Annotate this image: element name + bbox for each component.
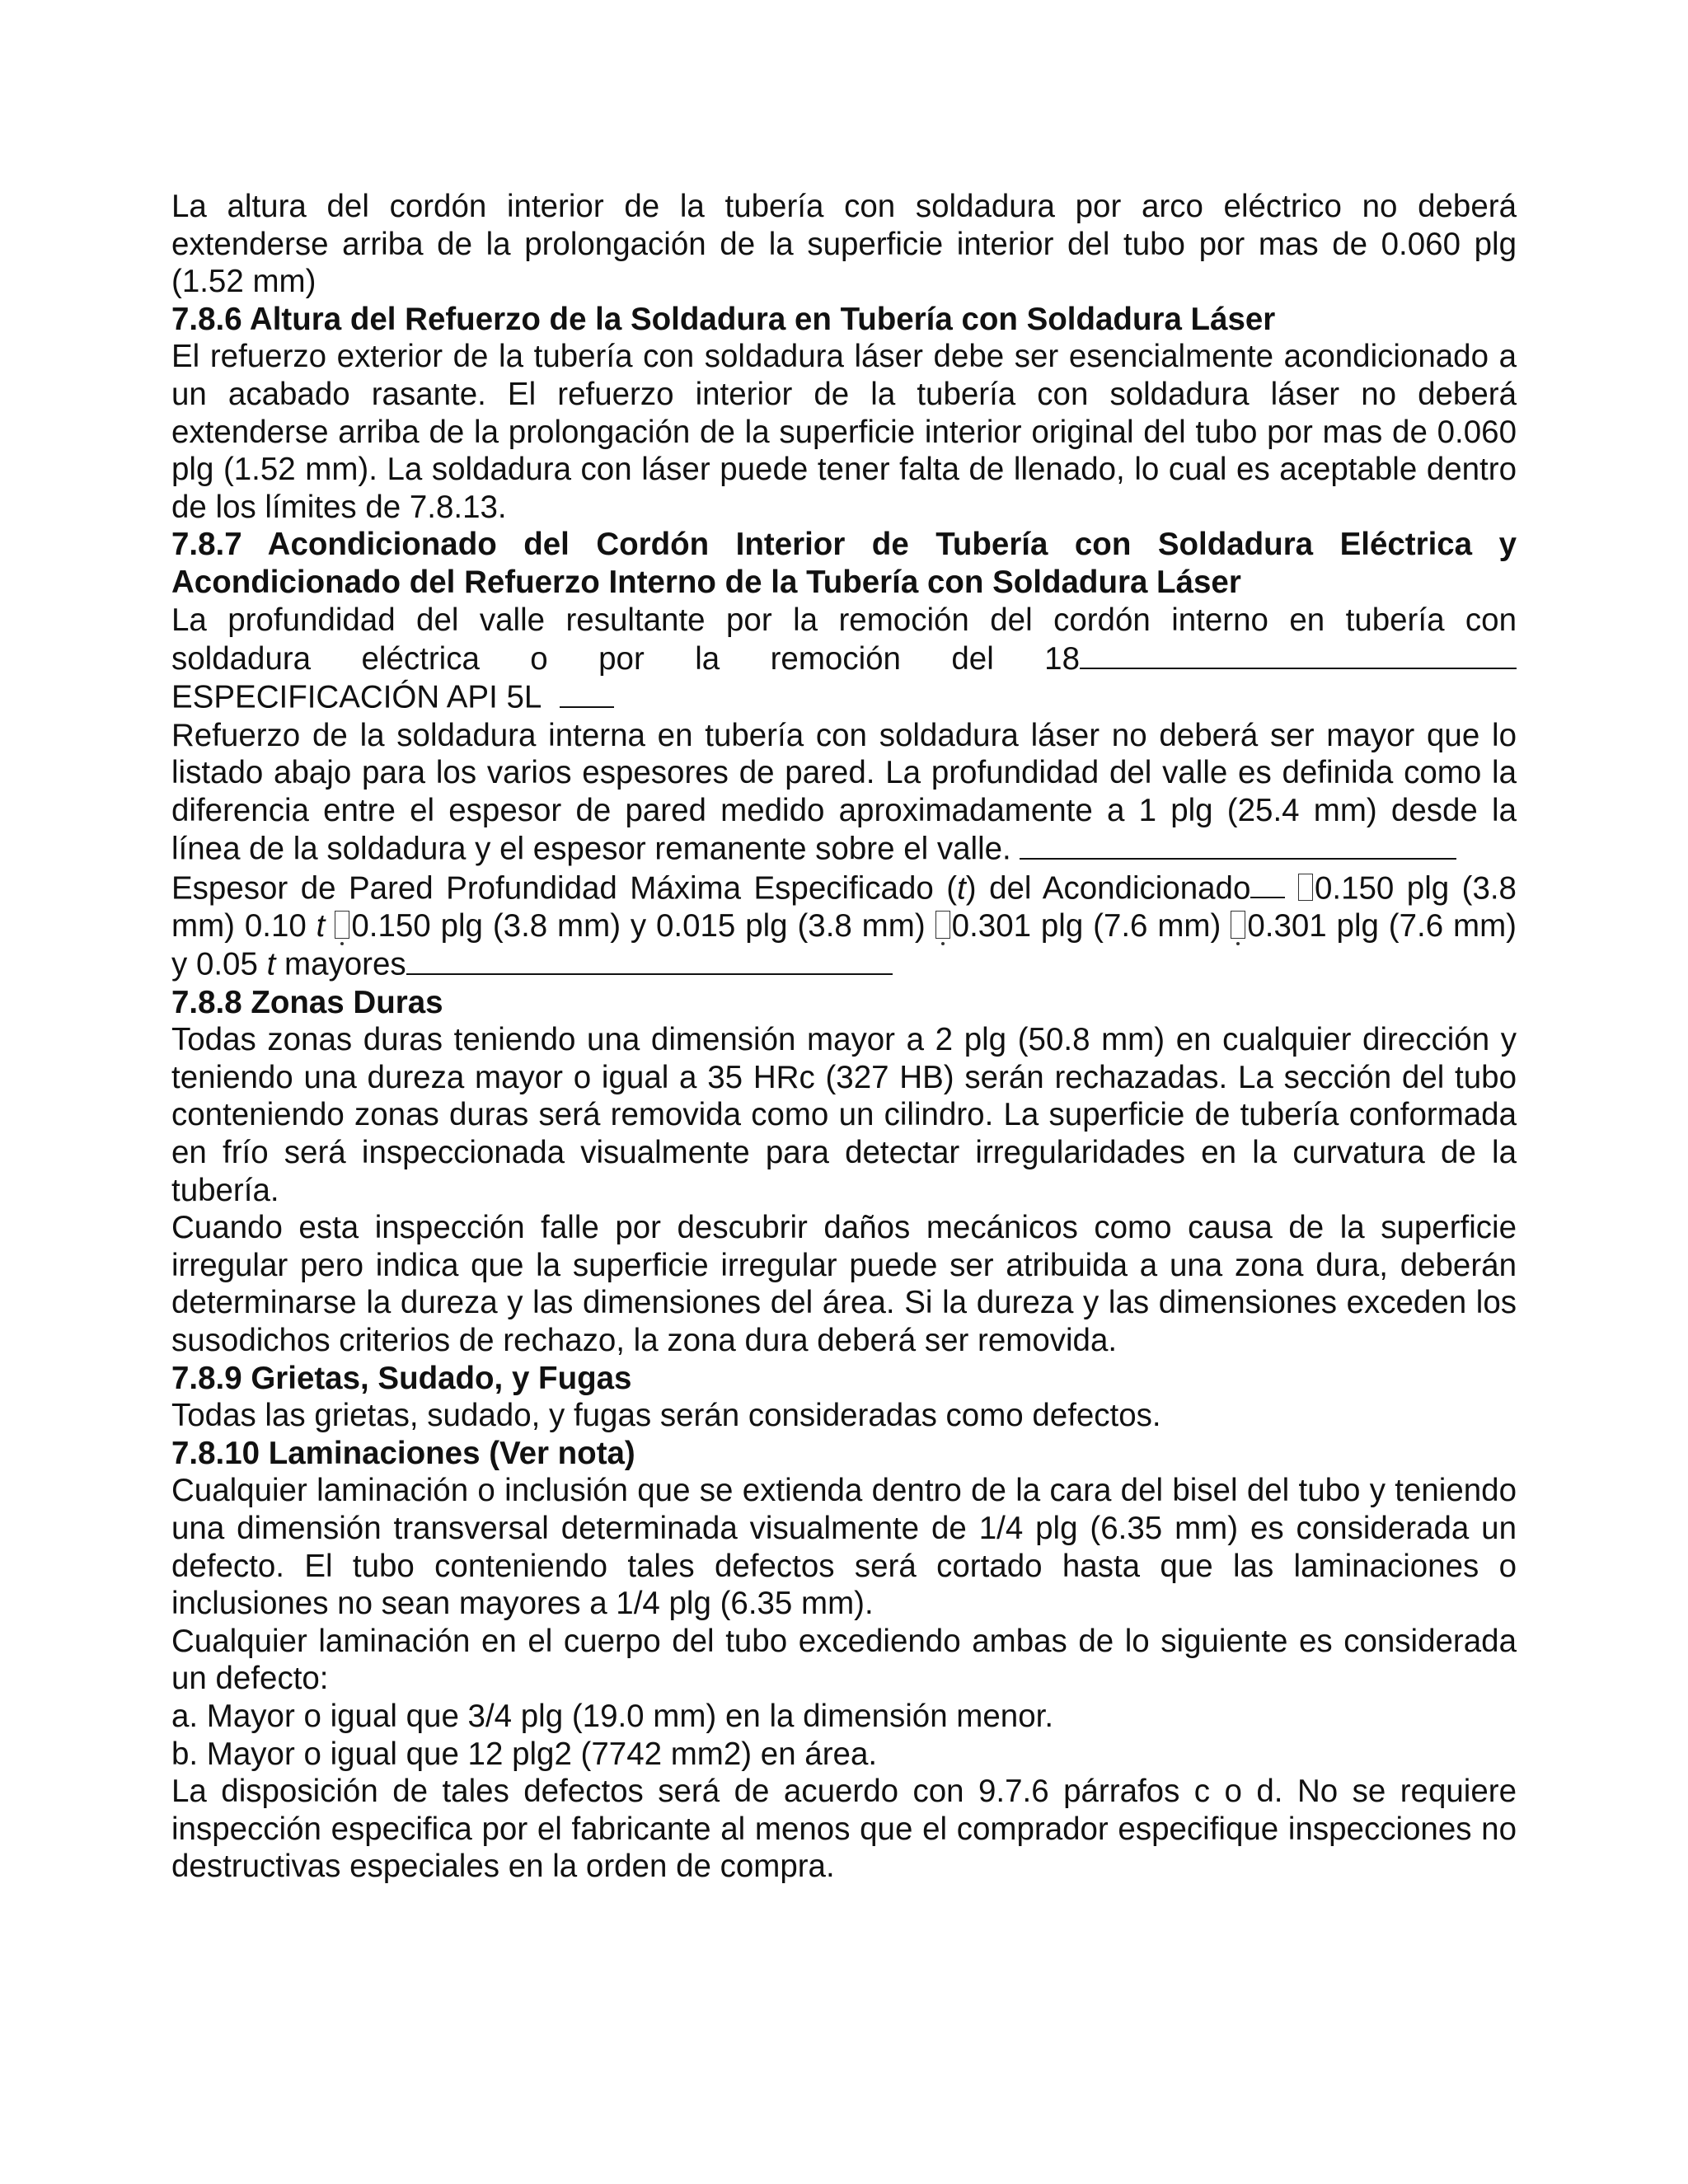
blank-line xyxy=(406,944,893,975)
paragraph-line xyxy=(171,639,1517,677)
paragraph: Todas las grietas, sudado, y fugas serán consideradas como defectos. xyxy=(171,1398,1161,1434)
paragraph: Todas zonas duras teniendo una dimensión mayor a 2 plg (50.8 mm) en cualquier dirección y teniendo una dureza mayor o igual a 35 HRc (327 HB) serán rechazadas. La sección del tubo conteniendo zonas duras será removida como un cilindro. La superficie de tubería conformada en frío será inspeccionada visualmente para detectar irregularidades en la curvatura de la tubería. xyxy=(171,1022,1517,1208)
section-heading-7-8-6: 7.8.6 Altura del Refuerzo de la Soldadura en Tubería con Soldadura Láser xyxy=(171,301,1276,337)
paragraph: Cualquier laminación en el cuerpo del tubo excediendo ambas de lo siguiente es considerada un defecto: xyxy=(171,1623,1517,1697)
missing-glyph-box xyxy=(335,911,349,939)
blank-line xyxy=(560,677,614,708)
paragraph: Cuando esta inspección falle por descubrir daños mecánicos como causa de la superficie irregular pero indica que la superficie irregular puede ser atribuida a una zona dura, deberán determinarse la dureza y las dimensiones del área. Si la dureza y las dimensiones exceden los susodichos criterios de rechazo, la zona dura deberá ser removida. xyxy=(171,1210,1517,1359)
italic-t: t xyxy=(957,870,966,907)
paragraph: Cualquier laminación o inclusión que se extienda dentro de la cara del bisel del tubo y teniendo una dimensión transversal determinada visualmente de 1/4 plg (6.35 mm) es considerada un defecto. El tubo conteniendo tales defectos será cortado hasta que las laminaciones o inclusiones no sean mayores a 1/4 plg (6.35 mm). xyxy=(171,1473,1517,1622)
section-heading-7-8-9: 7.8.9 Grietas, Sudado, y Fugas xyxy=(171,1360,632,1396)
missing-glyph-box xyxy=(935,911,950,939)
list-item: a. Mayor o igual que 3/4 plg (19.0 mm) en la dimensión menor. xyxy=(171,1698,1054,1734)
text-span: Espesor de Pared Profundidad Máxima Especificado ( xyxy=(171,870,958,907)
text-span: 0.301 plg (7.6 mm) xyxy=(951,907,1221,944)
document-page xyxy=(171,188,1517,1886)
paragraph: La disposición de tales defectos será de acuerdo con 9.7.6 párrafos c o d. No se requiere inspección especifica por el fabricante al menos que el comprador especifique inspecciones no destructivas especiales en la orden de compra. xyxy=(171,1774,1517,1885)
text-span: 0.150 plg (3.8 mm) 0.10 xyxy=(171,870,1517,944)
paragraph-line: La profundidad del valle resultante por la remoción del cordón interno en tubería con xyxy=(171,602,1517,638)
section-heading-7-8-10: 7.8.10 Laminaciones (Ver nota) xyxy=(171,1435,635,1471)
paragraph: La altura del cordón interior de la tubería con soldadura por arco eléctrico no deberá extenderse arriba de la prolongación de la superficie interior del tubo por mas de 0.060 plg (1.52 mm) xyxy=(171,189,1517,300)
missing-glyph-box xyxy=(1298,874,1313,902)
paragraph-line xyxy=(171,677,1517,716)
text-span: 0.301 plg (7.6 mm) y 0.05 xyxy=(171,907,1517,983)
paragraph-line-text: soldadura eléctrica o por la remoción del 18 xyxy=(171,640,1080,677)
paragraph: El refuerzo exterior de la tubería con soldadura láser debe ser esencialmente acondicionado a un acabado rasante. El refuerzo interior de la tubería con soldadura láser no deberá extenderse arriba de la prolongación de la superficie interior original del tubo por mas de 0.060 plg (1.52 mm). La soldadura con láser puede tener falta de llenado, lo cual es aceptable dentro de los límites de 7.8.13. xyxy=(171,339,1517,525)
section-heading-7-8-7: 7.8.7 Acondicionado del Cordón Interior de Tubería con Soldadura Eléctrica y Acondicionado del Refuerzo Interno de la Tubería con Soldadura Láser xyxy=(171,527,1517,600)
missing-glyph-box xyxy=(1231,911,1245,939)
text-span: 0.150 plg (3.8 mm) y 0.015 plg (3.8 mm) xyxy=(351,907,926,944)
text-span: mayores xyxy=(284,947,406,983)
blank-line xyxy=(1080,639,1517,669)
blank-line xyxy=(1250,869,1285,899)
italic-t: t xyxy=(316,907,326,944)
blank-line xyxy=(1020,829,1456,860)
paragraph-text: Refuerzo de la soldadura interna en tubería con soldadura láser no deberá ser mayor que lo listado abajo para los varios espesores de pared. La profundidad del valle es definida como la diferencia entre el espesor de pared medido aproximadamente a 1 plg (25.4 mm) desde la línea de la soldadura y el espesor remanente sobre el valle. xyxy=(171,717,1517,868)
paragraph xyxy=(171,717,1517,869)
list-item: b. Mayor o igual que 12 plg2 (7742 mm2) en área. xyxy=(171,1736,878,1772)
italic-t: t xyxy=(266,947,276,983)
running-header-text: ESPECIFICACIÓN API 5L xyxy=(171,680,541,715)
section-heading-7-8-8: 7.8.8 Zonas Duras xyxy=(171,984,443,1020)
text-span: ) del Acondicionado xyxy=(965,870,1251,907)
paragraph-table-text xyxy=(171,869,1517,984)
